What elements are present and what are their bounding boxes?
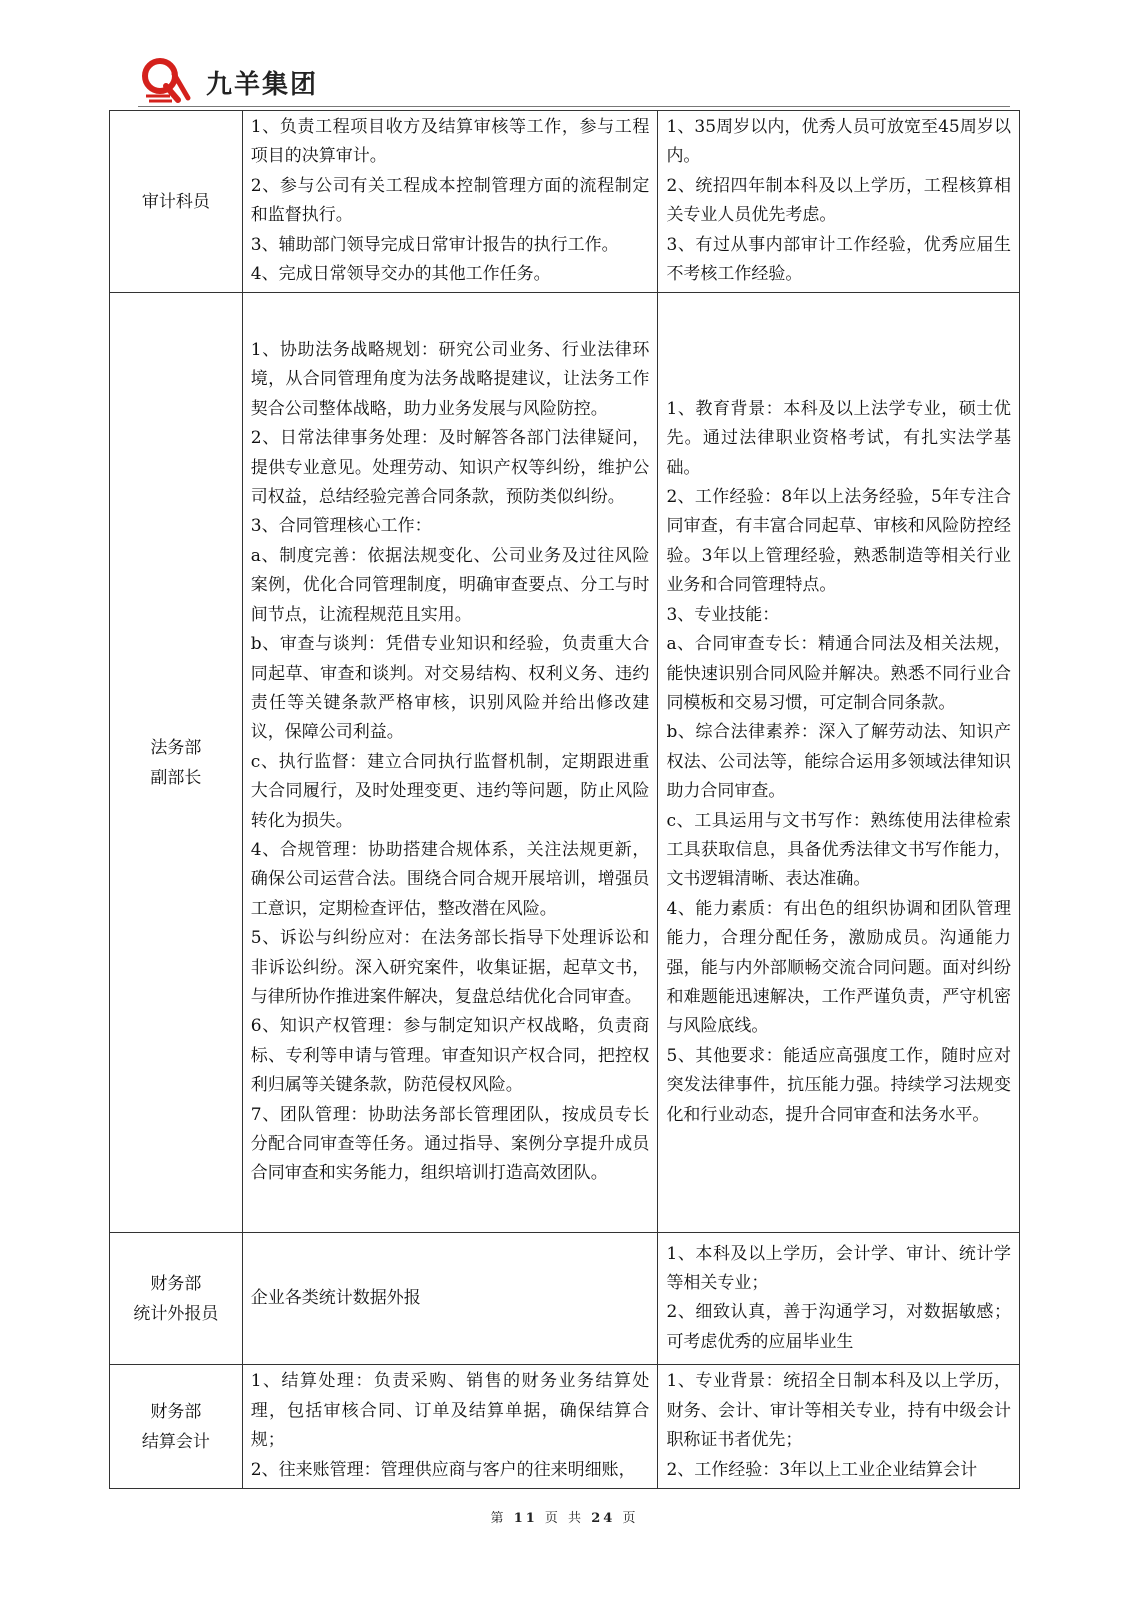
requirement-item: 1、35周岁以内，优秀人员可放宽至45周岁以内。 <box>666 117 1011 167</box>
requirement-item: 2、工作经验：8年以上法务经验，5年专注合同审查，有丰富合同起草、审核和风险防控经验。3年以上管理经验，熟悉制造等相关行业业务和合同管理特点。 <box>666 487 1011 596</box>
duty-item: 5、诉讼与纠纷应对：在法务部长指导下处理诉讼和非诉讼纠纷。深入研究案件，收集证据，起草文书，与律所协作推进案件解决，复盘总结优化合同审查。 <box>250 928 650 1007</box>
duty-item: c、执行监督：建立合同执行监督机制，定期跟进重大合同履行，及时处理变更、违约等问题，防止风险转化为损失。 <box>250 751 650 831</box>
duties-cell <box>242 293 658 1233</box>
duty-item: a、制度完善：依据法规变化、公司业务及过往风险案例，优化合同管理制度，明确审查要点、分工与时间节点，让流程规范且实用。 <box>250 545 650 625</box>
footer-prefix: 第 <box>490 1511 507 1526</box>
requirement-item: 2、工作经验：3年以上工业企业结算会计 <box>666 1459 978 1480</box>
duty-item: 2、日常法律事务处理：及时解答各部门法律疑问，提供专业意见。处理劳动、知识产权等纠纷，维护公司权益，总结经验完善合同条款，预防类似纠纷。 <box>250 428 650 508</box>
page-header <box>140 52 1010 108</box>
duty-item: 6、知识产权管理：参与制定知识产权战略，负责商标、专利等申请与管理。审查知识产权合同，把控权利归属等关键条款，防范侵权风险。 <box>250 1016 650 1096</box>
position-name: 结算会计 <box>141 1431 210 1452</box>
duties-cell <box>242 111 658 293</box>
requirement-item: 5、其他要求：能适应高强度工作，随时应对突发法律事件，抗压能力强。持续学习法规变化和行业动态，提升合同审查和法务水平。 <box>666 1045 1011 1125</box>
table-row <box>110 1365 1020 1489</box>
position-cell <box>110 293 243 1233</box>
requirement-item: 3、有过从事内部审计工作经验，优秀应届生不考核工作经验。 <box>666 234 1011 285</box>
duty-item: 4、合规管理：协助搭建合规体系，关注法规更新，确保公司运营合法。围绕合同合规开展培训，增强员工意识，定期检查评估，整改潜在风险。 <box>250 839 650 919</box>
position-cell <box>110 111 243 293</box>
company-name: 九羊集团 <box>206 70 319 100</box>
duty-item: 3、合同管理核心工作： <box>250 516 432 537</box>
position-cell <box>110 1233 243 1365</box>
position-name: 副部长 <box>150 767 202 788</box>
requirements-cell <box>658 1365 1020 1489</box>
requirement-item: 1、教育背景：本科及以上法学专业，硕士优先。通过法律职业资格考试，有扎实法学基础。 <box>666 398 1011 478</box>
duty-item: 3、辅助部门领导完成日常审计报告的执行工作。 <box>250 234 619 255</box>
duty-item: 企业各类统计数据外报 <box>250 1287 421 1308</box>
page-footer <box>0 1507 1129 1526</box>
footer-middle: 页 共 <box>544 1511 585 1526</box>
requirement-item: 2、细致认真，善于沟通学习，对数据敏感；可考虑优秀的应届毕业生 <box>666 1302 1011 1352</box>
duty-item: 4、完成日常领导交办的其他工作任务。 <box>250 264 551 285</box>
requirement-item: a、合同审查专长：精通合同法及相关法规，能快速识别合同风险并解决。熟悉不同行业合同模板和交易习惯，可定制合同条款。 <box>666 634 1011 713</box>
total-page-number: 24 <box>591 1511 616 1526</box>
jiuyang-logo-icon <box>140 56 196 106</box>
duties-cell <box>242 1233 658 1365</box>
requirement-item: 1、专业背景：统招全日制本科及以上学历，财务、会计、审计等相关专业，持有中级会计职称证书者优先； <box>666 1371 1011 1451</box>
table-row <box>110 1233 1020 1365</box>
requirement-item: 3、专业技能： <box>666 604 780 625</box>
position-name: 财务部 <box>150 1401 202 1422</box>
duty-item: 2、往来账管理：管理供应商与客户的往来明细账， <box>250 1459 636 1480</box>
duty-item: 1、负责工程项目收方及结算审核等工作，参与工程项目的决算审计。 <box>250 117 650 167</box>
duty-item: b、审查与谈判：凭借专业知识和经验，负责重大合同起草、审查和谈判。对交易结构、权利义务、违约责任等关键条款严格审核，识别风险并给出修改建议，保障公司利益。 <box>250 634 650 743</box>
position-name: 法务部 <box>150 737 202 758</box>
header-divider <box>138 106 1010 107</box>
footer-suffix: 页 <box>622 1511 639 1526</box>
duty-item: 2、参与公司有关工程成本控制管理方面的流程制定和监督执行。 <box>250 175 650 226</box>
requirements-cell <box>658 111 1020 293</box>
duty-item: 1、结算处理：负责采购、销售的财务业务结算处理，包括审核合同、订单及结算单据，确保结算合规； <box>250 1371 650 1451</box>
requirements-cell <box>658 1233 1020 1365</box>
position-table <box>109 110 1020 1489</box>
duty-item: 7、团队管理：协助法务部长管理团队，按成员专长分配合同审查等任务。通过指导、案例分享提升成员合同审查和实务能力，组织培训打造高效团队。 <box>250 1104 650 1184</box>
requirement-item: 4、能力素质：有出色的组织协调和团队管理能力，合理分配任务，激励成员。沟通能力强，能与内外部顺畅交流合同问题。面对纠纷和难题能迅速解决，工作严谨负责，严守机密与风险底线。 <box>666 898 1011 1037</box>
position-name: 财务部 <box>150 1273 202 1294</box>
position-name: 审计科员 <box>141 191 210 212</box>
requirements-cell <box>658 293 1020 1233</box>
requirement-item: c、工具运用与文书写作：熟练使用法律检索工具获取信息，具备优秀法律文书写作能力，文书逻辑清晰、表达准确。 <box>666 810 1011 890</box>
position-cell <box>110 1365 243 1489</box>
requirement-item: b、综合法律素养：深入了解劳动法、知识产权法、公司法等，能综合运用多领域法律知识助力合同审查。 <box>666 722 1011 802</box>
requirement-item: 1、本科及以上学历，会计学、审计、统计学等相关专业； <box>666 1243 1011 1294</box>
position-name: 统计外报员 <box>133 1303 219 1324</box>
duty-item: 1、协助法务战略规划：研究公司业务、行业法律环境，从合同管理角度为法务战略提建议，让法务工作契合公司整体战略，助力业务发展与风险防控。 <box>250 340 650 419</box>
requirement-item: 2、统招四年制本科及以上学历，工程核算相关专业人员优先考虑。 <box>666 175 1011 226</box>
table-row <box>110 293 1020 1233</box>
duties-cell <box>242 1365 658 1489</box>
table-row <box>110 111 1020 293</box>
current-page-number: 11 <box>513 1511 538 1526</box>
